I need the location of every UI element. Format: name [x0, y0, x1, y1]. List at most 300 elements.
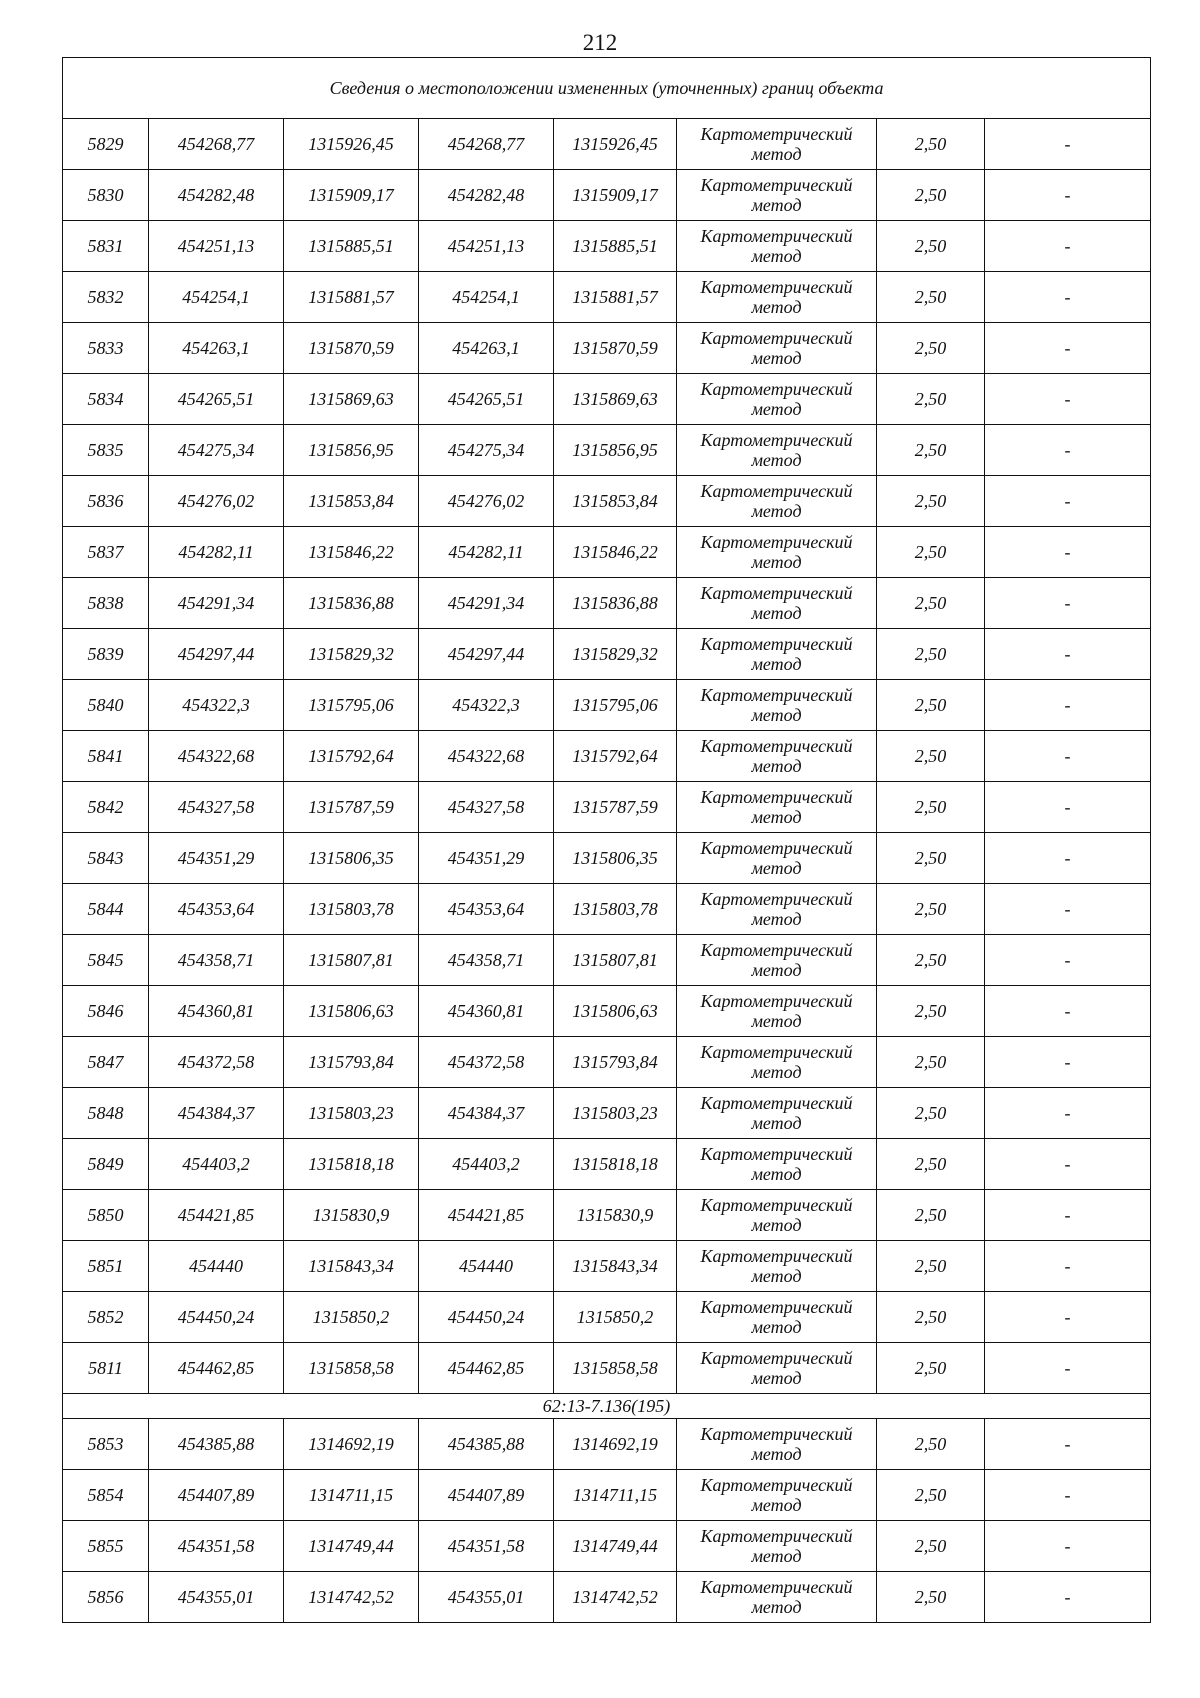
note-cell: -	[985, 1343, 1151, 1394]
table-row	[63, 986, 1151, 1037]
accuracy-cell: 2,50	[877, 680, 985, 731]
refined-x-cell: 454421,85	[419, 1190, 554, 1241]
refined-y-cell: 1315806,63	[554, 986, 677, 1037]
existing-y-cell: 1315803,23	[284, 1088, 419, 1139]
note-cell: -	[985, 986, 1151, 1037]
method-cell	[677, 323, 877, 374]
accuracy-cell: 2,50	[877, 884, 985, 935]
method-text: метод	[751, 1164, 802, 1184]
method-cell	[677, 1521, 877, 1572]
method-text: метод	[751, 399, 802, 419]
note-cell: -	[985, 374, 1151, 425]
method-cell	[677, 986, 877, 1037]
method-cell	[677, 578, 877, 629]
method-text: Картометрический	[700, 1144, 853, 1164]
refined-y-cell: 1315846,22	[554, 527, 677, 578]
refined-y-cell: 1314742,52	[554, 1572, 677, 1623]
existing-x-cell: 454372,58	[149, 1037, 284, 1088]
method-text: метод	[751, 1368, 802, 1388]
method-text: Картометрический	[700, 1093, 853, 1113]
note-cell: -	[985, 731, 1151, 782]
refined-x-cell: 454360,81	[419, 986, 554, 1037]
method-text: метод	[751, 756, 802, 776]
method-text: метод	[751, 909, 802, 929]
refined-x-cell: 454372,58	[419, 1037, 554, 1088]
method-cell	[677, 1088, 877, 1139]
accuracy-cell: 2,50	[877, 272, 985, 323]
point-number-cell: 5839	[63, 629, 149, 680]
method-cell	[677, 1470, 877, 1521]
table-row	[63, 1088, 1151, 1139]
point-number-cell: 5831	[63, 221, 149, 272]
point-number-cell: 5851	[63, 1241, 149, 1292]
method-text: Картометрический	[700, 277, 853, 297]
refined-y-cell: 1315850,2	[554, 1292, 677, 1343]
method-text: метод	[751, 705, 802, 725]
existing-x-cell: 454421,85	[149, 1190, 284, 1241]
existing-x-cell: 454322,3	[149, 680, 284, 731]
refined-x-cell: 454450,24	[419, 1292, 554, 1343]
point-number-cell: 5842	[63, 782, 149, 833]
table-row	[63, 578, 1151, 629]
table-row	[63, 680, 1151, 731]
existing-x-cell: 454351,58	[149, 1521, 284, 1572]
refined-y-cell: 1315885,51	[554, 221, 677, 272]
refined-y-cell: 1314711,15	[554, 1470, 677, 1521]
table-row	[63, 527, 1151, 578]
existing-x-cell: 454403,2	[149, 1139, 284, 1190]
existing-x-cell: 454440	[149, 1241, 284, 1292]
refined-x-cell: 454282,48	[419, 170, 554, 221]
method-text: Картометрический	[700, 1042, 853, 1062]
table-title: Сведения о местоположении измененных (уточненных) границ объекта	[63, 58, 1151, 119]
table-row	[63, 1190, 1151, 1241]
method-cell	[677, 782, 877, 833]
existing-x-cell: 454360,81	[149, 986, 284, 1037]
note-cell: -	[985, 629, 1151, 680]
table-row	[63, 1521, 1151, 1572]
method-text: Картометрический	[700, 685, 853, 705]
method-text: метод	[751, 1444, 802, 1464]
table-row	[63, 170, 1151, 221]
method-cell	[677, 935, 877, 986]
method-text: Картометрический	[700, 838, 853, 858]
table-row	[63, 1343, 1151, 1394]
method-cell	[677, 731, 877, 782]
point-number-cell: 5841	[63, 731, 149, 782]
table-row	[63, 731, 1151, 782]
existing-x-cell: 454322,68	[149, 731, 284, 782]
table-row	[63, 833, 1151, 884]
refined-x-cell: 454327,58	[419, 782, 554, 833]
accuracy-cell: 2,50	[877, 782, 985, 833]
method-text: Картометрический	[700, 1577, 853, 1597]
point-number-cell: 5843	[63, 833, 149, 884]
note-cell: -	[985, 221, 1151, 272]
existing-y-cell: 1314692,19	[284, 1419, 419, 1470]
table-row	[63, 119, 1151, 170]
accuracy-cell: 2,50	[877, 221, 985, 272]
refined-x-cell: 454265,51	[419, 374, 554, 425]
existing-y-cell: 1315829,32	[284, 629, 419, 680]
method-cell	[677, 1343, 877, 1394]
method-text: Картометрический	[700, 175, 853, 195]
note-cell: -	[985, 782, 1151, 833]
method-text: метод	[751, 1266, 802, 1286]
method-cell	[677, 527, 877, 578]
method-cell	[677, 833, 877, 884]
coordinates-table	[62, 57, 1151, 1623]
refined-x-cell: 454254,1	[419, 272, 554, 323]
refined-x-cell: 454351,58	[419, 1521, 554, 1572]
note-cell: -	[985, 1572, 1151, 1623]
point-number-cell: 5854	[63, 1470, 149, 1521]
existing-y-cell: 1315806,63	[284, 986, 419, 1037]
existing-y-cell: 1315909,17	[284, 170, 419, 221]
existing-y-cell: 1315830,9	[284, 1190, 419, 1241]
table-row	[63, 323, 1151, 374]
method-text: метод	[751, 501, 802, 521]
method-text: метод	[751, 1495, 802, 1515]
note-cell: -	[985, 425, 1151, 476]
existing-y-cell: 1315885,51	[284, 221, 419, 272]
existing-y-cell: 1315787,59	[284, 782, 419, 833]
point-number-cell: 5838	[63, 578, 149, 629]
note-cell: -	[985, 1190, 1151, 1241]
method-text: метод	[751, 807, 802, 827]
accuracy-cell: 2,50	[877, 833, 985, 884]
existing-x-cell: 454291,34	[149, 578, 284, 629]
method-cell	[677, 884, 877, 935]
table-row	[63, 1292, 1151, 1343]
method-text: метод	[751, 654, 802, 674]
refined-x-cell: 454268,77	[419, 119, 554, 170]
method-text: Картометрический	[700, 1475, 853, 1495]
refined-y-cell: 1315836,88	[554, 578, 677, 629]
note-cell: -	[985, 833, 1151, 884]
method-text: Картометрический	[700, 328, 853, 348]
method-text: Картометрический	[700, 1526, 853, 1546]
method-text: Картометрический	[700, 991, 853, 1011]
accuracy-cell: 2,50	[877, 1292, 985, 1343]
accuracy-cell: 2,50	[877, 1572, 985, 1623]
method-cell	[677, 1037, 877, 1088]
note-cell: -	[985, 1241, 1151, 1292]
refined-y-cell: 1315787,59	[554, 782, 677, 833]
existing-x-cell: 454282,48	[149, 170, 284, 221]
method-text: Картометрический	[700, 1195, 853, 1215]
refined-y-cell: 1315870,59	[554, 323, 677, 374]
method-text: Картометрический	[700, 1348, 853, 1368]
existing-y-cell: 1315807,81	[284, 935, 419, 986]
method-cell	[677, 425, 877, 476]
method-text: метод	[751, 1062, 802, 1082]
refined-x-cell: 454358,71	[419, 935, 554, 986]
method-text: метод	[751, 450, 802, 470]
method-cell	[677, 1419, 877, 1470]
note-cell: -	[985, 1521, 1151, 1572]
method-text: метод	[751, 1215, 802, 1235]
method-text: метод	[751, 144, 802, 164]
accuracy-cell: 2,50	[877, 476, 985, 527]
note-cell: -	[985, 1292, 1151, 1343]
refined-y-cell: 1315830,9	[554, 1190, 677, 1241]
note-cell: -	[985, 680, 1151, 731]
existing-x-cell: 454450,24	[149, 1292, 284, 1343]
method-text: Картометрический	[700, 379, 853, 399]
method-text: Картометрический	[700, 1424, 853, 1444]
table-row	[63, 272, 1151, 323]
existing-x-cell: 454353,64	[149, 884, 284, 935]
method-text: Картометрический	[700, 1297, 853, 1317]
accuracy-cell: 2,50	[877, 986, 985, 1037]
existing-x-cell: 454265,51	[149, 374, 284, 425]
point-number-cell: 5845	[63, 935, 149, 986]
existing-x-cell: 454251,13	[149, 221, 284, 272]
note-cell: -	[985, 1419, 1151, 1470]
refined-x-cell: 454297,44	[419, 629, 554, 680]
method-cell	[677, 1572, 877, 1623]
existing-y-cell: 1314711,15	[284, 1470, 419, 1521]
accuracy-cell: 2,50	[877, 1521, 985, 1572]
existing-y-cell: 1315856,95	[284, 425, 419, 476]
method-text: метод	[751, 195, 802, 215]
method-text: Картометрический	[700, 124, 853, 144]
refined-y-cell: 1315793,84	[554, 1037, 677, 1088]
method-text: метод	[751, 348, 802, 368]
refined-x-cell: 454385,88	[419, 1419, 554, 1470]
method-cell	[677, 170, 877, 221]
method-text: метод	[751, 1597, 802, 1617]
existing-x-cell: 454275,34	[149, 425, 284, 476]
existing-x-cell: 454358,71	[149, 935, 284, 986]
refined-x-cell: 454440	[419, 1241, 554, 1292]
table-row	[63, 629, 1151, 680]
note-cell: -	[985, 272, 1151, 323]
existing-y-cell: 1315858,58	[284, 1343, 419, 1394]
existing-x-cell: 454355,01	[149, 1572, 284, 1623]
method-text: Картометрический	[700, 889, 853, 909]
refined-x-cell: 454353,64	[419, 884, 554, 935]
method-cell	[677, 221, 877, 272]
accuracy-cell: 2,50	[877, 1470, 985, 1521]
refined-y-cell: 1315792,64	[554, 731, 677, 782]
accuracy-cell: 2,50	[877, 323, 985, 374]
point-number-cell: 5847	[63, 1037, 149, 1088]
point-number-cell: 5832	[63, 272, 149, 323]
refined-y-cell: 1315909,17	[554, 170, 677, 221]
refined-x-cell: 454276,02	[419, 476, 554, 527]
method-text: метод	[751, 246, 802, 266]
accuracy-cell: 2,50	[877, 731, 985, 782]
method-text: метод	[751, 552, 802, 572]
table-row	[63, 782, 1151, 833]
accuracy-cell: 2,50	[877, 527, 985, 578]
existing-y-cell: 1315792,64	[284, 731, 419, 782]
method-cell	[677, 1241, 877, 1292]
refined-y-cell: 1315829,32	[554, 629, 677, 680]
point-number-cell: 5834	[63, 374, 149, 425]
method-text: Картометрический	[700, 787, 853, 807]
method-text: метод	[751, 603, 802, 623]
refined-y-cell: 1315803,23	[554, 1088, 677, 1139]
existing-y-cell: 1315818,18	[284, 1139, 419, 1190]
note-cell: -	[985, 1139, 1151, 1190]
refined-x-cell: 454384,37	[419, 1088, 554, 1139]
method-text: Картометрический	[700, 1246, 853, 1266]
note-cell: -	[985, 476, 1151, 527]
existing-y-cell: 1315850,2	[284, 1292, 419, 1343]
refined-y-cell: 1315869,63	[554, 374, 677, 425]
refined-y-cell: 1315843,34	[554, 1241, 677, 1292]
refined-y-cell: 1315853,84	[554, 476, 677, 527]
accuracy-cell: 2,50	[877, 1343, 985, 1394]
existing-y-cell: 1315806,35	[284, 833, 419, 884]
existing-y-cell: 1315881,57	[284, 272, 419, 323]
point-number-cell: 5850	[63, 1190, 149, 1241]
refined-y-cell: 1315806,35	[554, 833, 677, 884]
method-cell	[677, 119, 877, 170]
refined-x-cell: 454263,1	[419, 323, 554, 374]
refined-y-cell: 1314692,19	[554, 1419, 677, 1470]
refined-y-cell: 1315856,95	[554, 425, 677, 476]
existing-x-cell: 454327,58	[149, 782, 284, 833]
existing-x-cell: 454407,89	[149, 1470, 284, 1521]
existing-y-cell: 1314749,44	[284, 1521, 419, 1572]
method-text: Картометрический	[700, 634, 853, 654]
point-number-cell: 5855	[63, 1521, 149, 1572]
existing-x-cell: 454263,1	[149, 323, 284, 374]
table-row	[63, 1037, 1151, 1088]
note-cell: -	[985, 119, 1151, 170]
accuracy-cell: 2,50	[877, 1419, 985, 1470]
refined-y-cell: 1315926,45	[554, 119, 677, 170]
method-cell	[677, 1190, 877, 1241]
method-cell	[677, 629, 877, 680]
point-number-cell: 5849	[63, 1139, 149, 1190]
point-number-cell: 5852	[63, 1292, 149, 1343]
refined-y-cell: 1315807,81	[554, 935, 677, 986]
point-number-cell: 5833	[63, 323, 149, 374]
accuracy-cell: 2,50	[877, 935, 985, 986]
method-text: метод	[751, 297, 802, 317]
method-text: Картометрический	[700, 583, 853, 603]
point-number-cell: 5835	[63, 425, 149, 476]
accuracy-cell: 2,50	[877, 1088, 985, 1139]
accuracy-cell: 2,50	[877, 425, 985, 476]
note-cell: -	[985, 884, 1151, 935]
point-number-cell: 5856	[63, 1572, 149, 1623]
refined-x-cell: 454403,2	[419, 1139, 554, 1190]
existing-y-cell: 1315926,45	[284, 119, 419, 170]
existing-y-cell: 1315793,84	[284, 1037, 419, 1088]
refined-x-cell: 454407,89	[419, 1470, 554, 1521]
method-text: Картометрический	[700, 226, 853, 246]
existing-x-cell: 454462,85	[149, 1343, 284, 1394]
refined-x-cell: 454275,34	[419, 425, 554, 476]
point-number-cell: 5836	[63, 476, 149, 527]
refined-y-cell: 1314749,44	[554, 1521, 677, 1572]
refined-x-cell: 454351,29	[419, 833, 554, 884]
note-cell: -	[985, 527, 1151, 578]
existing-x-cell: 454384,37	[149, 1088, 284, 1139]
point-number-cell: 5829	[63, 119, 149, 170]
table-row	[63, 1470, 1151, 1521]
point-number-cell: 5837	[63, 527, 149, 578]
method-cell	[677, 1139, 877, 1190]
existing-y-cell: 1315846,22	[284, 527, 419, 578]
existing-y-cell: 1315869,63	[284, 374, 419, 425]
method-text: метод	[751, 1113, 802, 1133]
existing-x-cell: 454282,11	[149, 527, 284, 578]
note-cell: -	[985, 578, 1151, 629]
page-number: 212	[582, 30, 618, 55]
existing-y-cell: 1314742,52	[284, 1572, 419, 1623]
point-number-cell: 5844	[63, 884, 149, 935]
method-text: Картометрический	[700, 736, 853, 756]
point-number-cell: 5853	[63, 1419, 149, 1470]
section-row	[63, 1394, 1151, 1419]
refined-x-cell: 454282,11	[419, 527, 554, 578]
existing-x-cell: 454268,77	[149, 119, 284, 170]
table-row	[63, 425, 1151, 476]
note-cell: -	[985, 323, 1151, 374]
refined-x-cell: 454322,3	[419, 680, 554, 731]
method-text: Картометрический	[700, 481, 853, 501]
section-label: 62:13-7.136(195)	[63, 1394, 1151, 1419]
table-row	[63, 884, 1151, 935]
existing-x-cell: 454385,88	[149, 1419, 284, 1470]
refined-y-cell: 1315858,58	[554, 1343, 677, 1394]
method-cell	[677, 476, 877, 527]
refined-y-cell: 1315818,18	[554, 1139, 677, 1190]
table-row	[63, 1241, 1151, 1292]
method-text: метод	[751, 1546, 802, 1566]
note-cell: -	[985, 1037, 1151, 1088]
existing-y-cell: 1315870,59	[284, 323, 419, 374]
method-text: метод	[751, 1011, 802, 1031]
accuracy-cell: 2,50	[877, 374, 985, 425]
note-cell: -	[985, 1470, 1151, 1521]
method-cell	[677, 374, 877, 425]
method-text: Картометрический	[700, 430, 853, 450]
accuracy-cell: 2,50	[877, 1190, 985, 1241]
existing-y-cell: 1315795,06	[284, 680, 419, 731]
table-row	[63, 1139, 1151, 1190]
accuracy-cell: 2,50	[877, 1241, 985, 1292]
refined-x-cell: 454355,01	[419, 1572, 554, 1623]
refined-x-cell: 454462,85	[419, 1343, 554, 1394]
accuracy-cell: 2,50	[877, 119, 985, 170]
table-row	[63, 221, 1151, 272]
refined-y-cell: 1315881,57	[554, 272, 677, 323]
method-text: метод	[751, 1317, 802, 1337]
accuracy-cell: 2,50	[877, 170, 985, 221]
existing-x-cell: 454276,02	[149, 476, 284, 527]
point-number-cell: 5830	[63, 170, 149, 221]
existing-x-cell: 454297,44	[149, 629, 284, 680]
point-number-cell: 5848	[63, 1088, 149, 1139]
method-text: метод	[751, 858, 802, 878]
method-text: метод	[751, 960, 802, 980]
refined-x-cell: 454251,13	[419, 221, 554, 272]
existing-y-cell: 1315853,84	[284, 476, 419, 527]
refined-y-cell: 1315795,06	[554, 680, 677, 731]
accuracy-cell: 2,50	[877, 629, 985, 680]
accuracy-cell: 2,50	[877, 1139, 985, 1190]
table-row	[63, 374, 1151, 425]
existing-y-cell: 1315836,88	[284, 578, 419, 629]
